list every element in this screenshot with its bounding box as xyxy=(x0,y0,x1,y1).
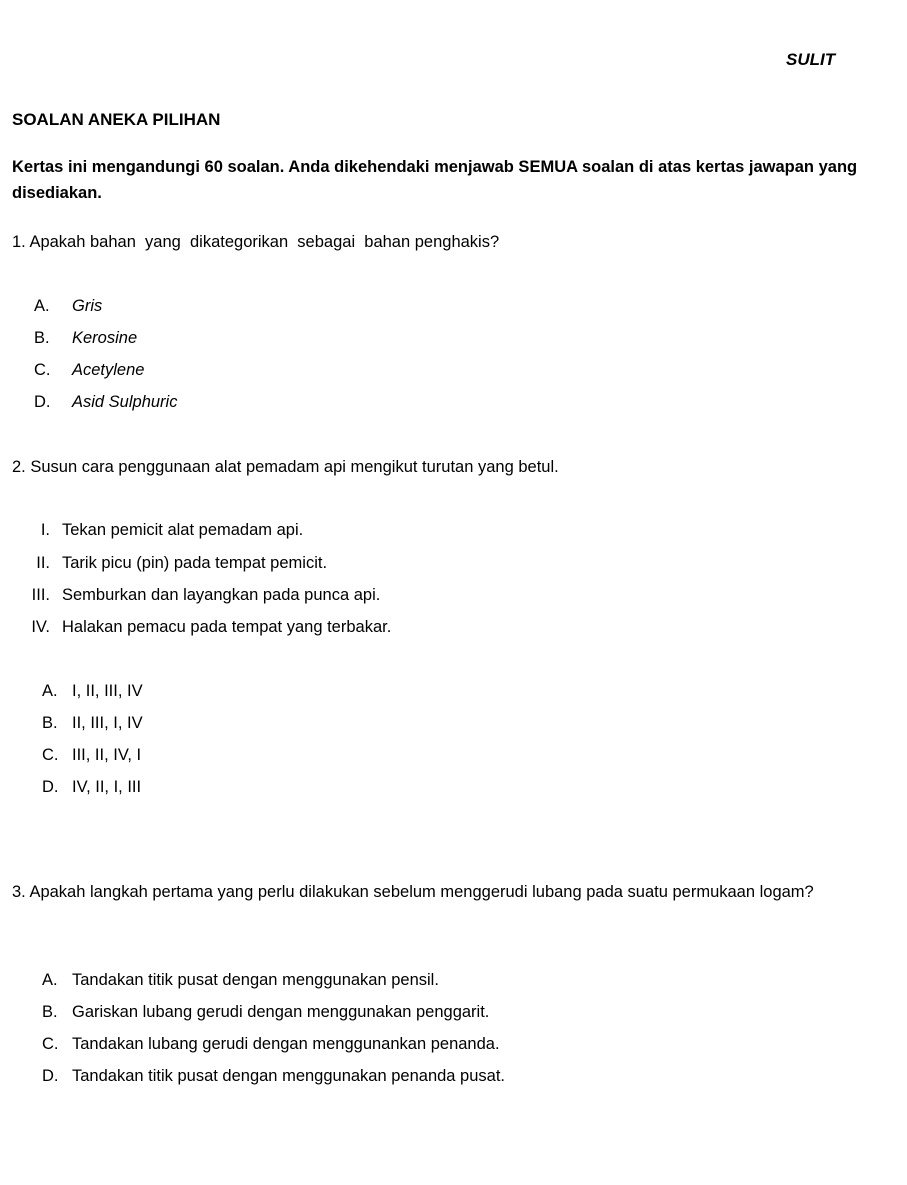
question-2-statement-3 xyxy=(12,586,380,605)
option-letter: B. xyxy=(34,329,50,347)
option-text: Gariskan lubang gerudi dengan menggunakan penggarit. xyxy=(72,1003,490,1021)
question-3-number: 3. xyxy=(12,883,26,901)
question-2-statement-1 xyxy=(12,521,303,540)
section-title: SOALAN ANEKA PILIHAN xyxy=(12,110,221,129)
statement-text: Tarik picu (pin) pada tempat pemicit. xyxy=(62,554,328,572)
statement-text: Tekan pemicit alat pemadam api. xyxy=(62,521,304,539)
statement-text: Halakan pemacu pada tempat yang terbakar. xyxy=(62,618,392,636)
question-3-option-a[interactable] xyxy=(42,971,439,990)
statement-numeral: I. xyxy=(40,521,50,539)
question-3-option-c[interactable] xyxy=(42,1035,500,1054)
question-2-statement-2 xyxy=(12,554,327,573)
option-letter: D. xyxy=(42,1067,59,1085)
question-2-option-d[interactable] xyxy=(42,778,141,797)
statement-numeral: IV. xyxy=(31,618,50,636)
option-text: I, II, III, IV xyxy=(72,682,143,700)
option-letter: B. xyxy=(42,714,58,732)
question-2-option-b[interactable] xyxy=(42,714,143,733)
option-text: Tandakan titik pusat dengan menggunakan penanda pusat. xyxy=(72,1067,506,1085)
option-letter: B. xyxy=(42,1003,58,1021)
option-text: Asid Sulphuric xyxy=(72,393,178,411)
statement-numeral: II. xyxy=(36,554,50,572)
option-text: III, II, IV, I xyxy=(72,746,142,764)
question-1-option-b[interactable] xyxy=(34,329,137,348)
option-text: Tandakan titik pusat dengan menggunakan pensil. xyxy=(72,971,439,989)
question-1 xyxy=(12,233,499,252)
option-letter: D. xyxy=(42,778,59,796)
statement-numeral: III. xyxy=(31,586,50,604)
option-letter: A. xyxy=(34,297,50,315)
question-1-option-a[interactable] xyxy=(34,297,102,316)
question-1-text: Apakah bahan yang dikategorikan sebagai bahan penghakis? xyxy=(29,233,500,251)
option-letter: A. xyxy=(42,682,58,700)
question-3-option-b[interactable] xyxy=(42,1003,489,1022)
question-1-option-c[interactable] xyxy=(34,361,144,380)
option-text: Acetylene xyxy=(72,361,145,379)
question-3-text: Apakah langkah pertama yang perlu dilakukan sebelum menggerudi lubang pada suatu permukaan logam? xyxy=(29,883,814,901)
question-3 xyxy=(12,873,872,911)
question-2-number: 2. xyxy=(12,458,26,476)
option-text: Kerosine xyxy=(72,329,138,347)
instructions: Kertas ini mengandungi 60 soalan. Anda dikehendaki menjawab SEMUA soalan di atas kertas jawapan yang disediakan. xyxy=(12,158,858,202)
question-2 xyxy=(12,458,559,477)
question-2-option-c[interactable] xyxy=(42,746,141,765)
question-3-option-d[interactable] xyxy=(42,1067,505,1086)
option-text: Gris xyxy=(72,297,103,315)
option-letter: C. xyxy=(42,746,59,764)
question-1-option-d[interactable] xyxy=(34,393,177,412)
statement-text: Semburkan dan layangkan pada punca api. xyxy=(62,586,381,604)
option-text: Tandakan lubang gerudi dengan menggunankan penanda. xyxy=(72,1035,500,1053)
question-2-option-a[interactable] xyxy=(42,682,143,701)
option-text: IV, II, I, III xyxy=(72,778,142,796)
option-letter: A. xyxy=(42,971,58,989)
question-2-text: Susun cara penggunaan alat pemadam api mengikut turutan yang betul. xyxy=(30,458,559,476)
question-2-statement-4 xyxy=(12,618,391,637)
option-text: II, III, I, IV xyxy=(72,714,143,732)
option-letter: C. xyxy=(42,1035,59,1053)
option-letter: D. xyxy=(34,393,51,411)
option-letter: C. xyxy=(34,361,51,379)
question-1-number: 1. xyxy=(12,233,26,251)
classification-label: SULIT xyxy=(786,50,836,69)
